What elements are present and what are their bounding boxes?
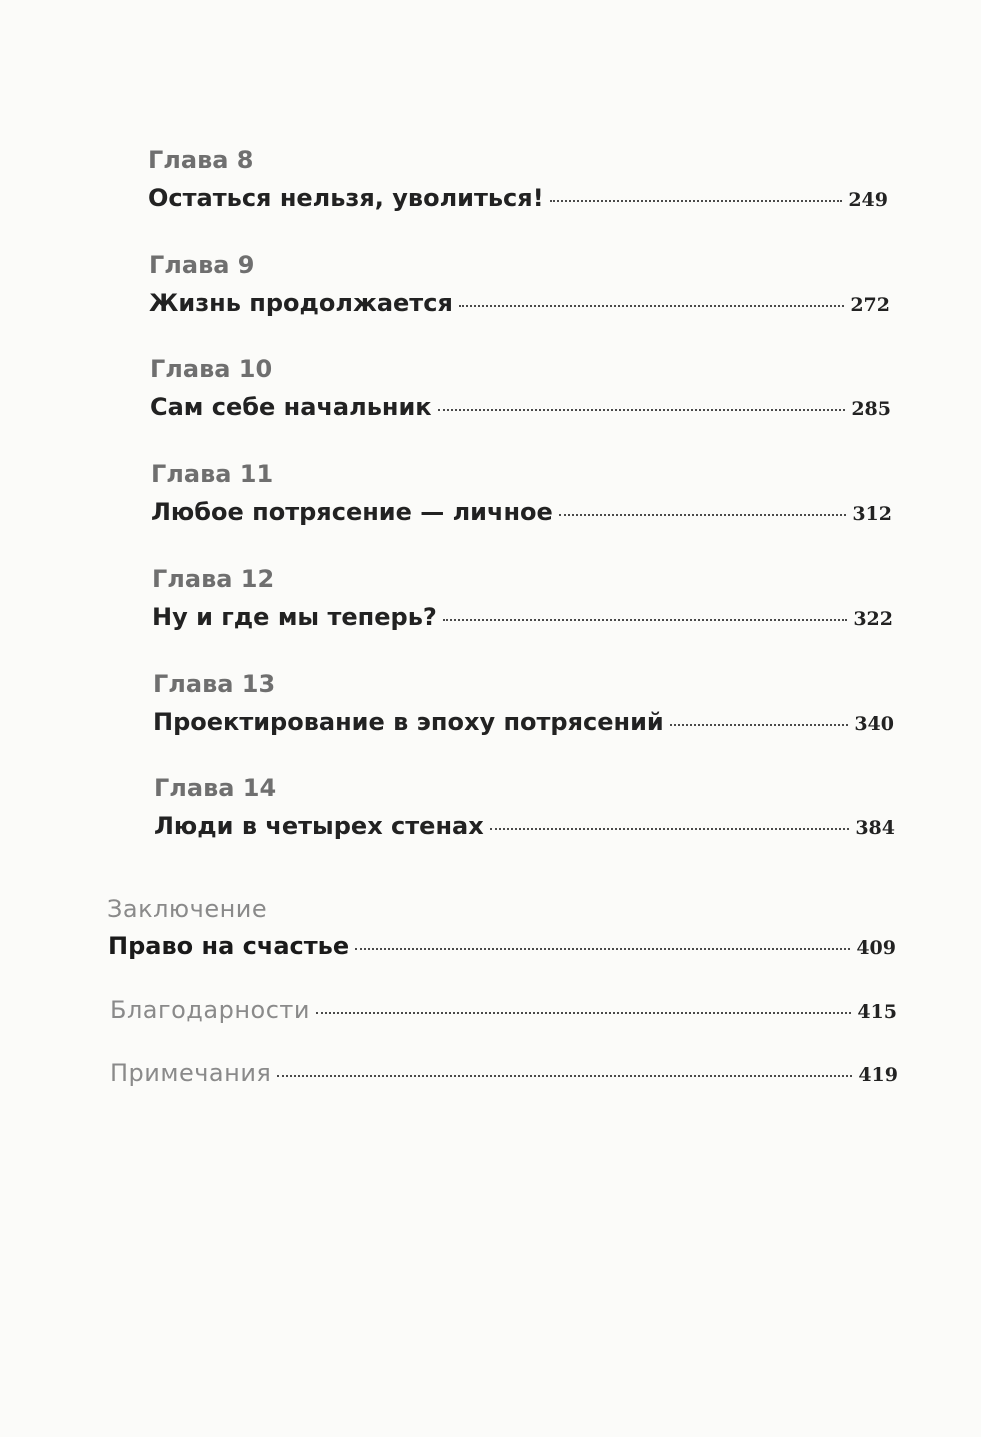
dot-leader [277,1075,852,1077]
dot-leader [355,948,850,950]
toc-entry-chapter-14[interactable] [154,811,895,843]
toc-entry-chapter-13[interactable] [153,707,894,739]
acknowledgements-page: 415 [857,1001,897,1023]
chapter-13-label: Глава 13 [153,670,276,698]
conclusion-title: Право на счастье [108,932,350,960]
chapter-12-page: 322 [853,608,893,630]
chapter-13-title: Проектирование в эпоху потрясений [153,708,664,736]
chapter-11-title: Любое потрясение — личное [151,498,553,526]
toc-entry-chapter-8[interactable] [148,183,888,215]
notes-title: Примечания [110,1059,272,1087]
toc-entry-chapter-11[interactable] [151,497,892,529]
dot-leader [443,619,848,621]
chapter-8-page: 249 [848,189,888,211]
chapter-14-title: Люди в четырех стенах [154,812,484,840]
dot-leader [316,1012,851,1014]
dot-leader [490,828,850,830]
chapter-10-title: Сам себе начальник [150,393,432,421]
chapter-9-title: Жизнь продолжается [149,289,453,317]
toc-entry-acknowledgements[interactable] [110,995,897,1027]
dot-leader [438,409,846,411]
chapter-10-page: 285 [851,398,891,420]
toc-entry-notes[interactable] [110,1058,898,1090]
chapter-11-label: Глава 11 [151,460,274,488]
chapter-10-label: Глава 10 [150,355,273,383]
dot-leader [670,724,849,726]
chapter-11-page: 312 [852,503,892,525]
toc-entry-chapter-10[interactable] [150,392,891,424]
notes-page: 419 [858,1064,898,1086]
dot-leader [459,305,844,307]
toc-entry-chapter-9[interactable] [149,288,890,320]
dot-leader [550,200,843,202]
chapter-14-page: 384 [855,817,895,839]
chapter-12-label: Глава 12 [152,565,275,593]
dot-leader [559,514,847,516]
conclusion-label: Заключение [107,895,268,923]
chapter-8-label: Глава 8 [148,146,254,174]
chapter-9-page: 272 [850,294,890,316]
chapter-8-title: Остаться нельзя, уволиться! [148,184,544,212]
chapter-9-label: Глава 9 [149,251,255,279]
chapter-14-label: Глава 14 [154,774,277,802]
acknowledgements-title: Благодарности [110,996,310,1024]
chapter-12-title: Ну и где мы теперь? [152,603,437,631]
toc-entry-conclusion[interactable] [108,931,896,963]
conclusion-page: 409 [856,937,896,959]
toc-entry-chapter-12[interactable] [152,602,893,634]
chapter-13-page: 340 [854,713,894,735]
